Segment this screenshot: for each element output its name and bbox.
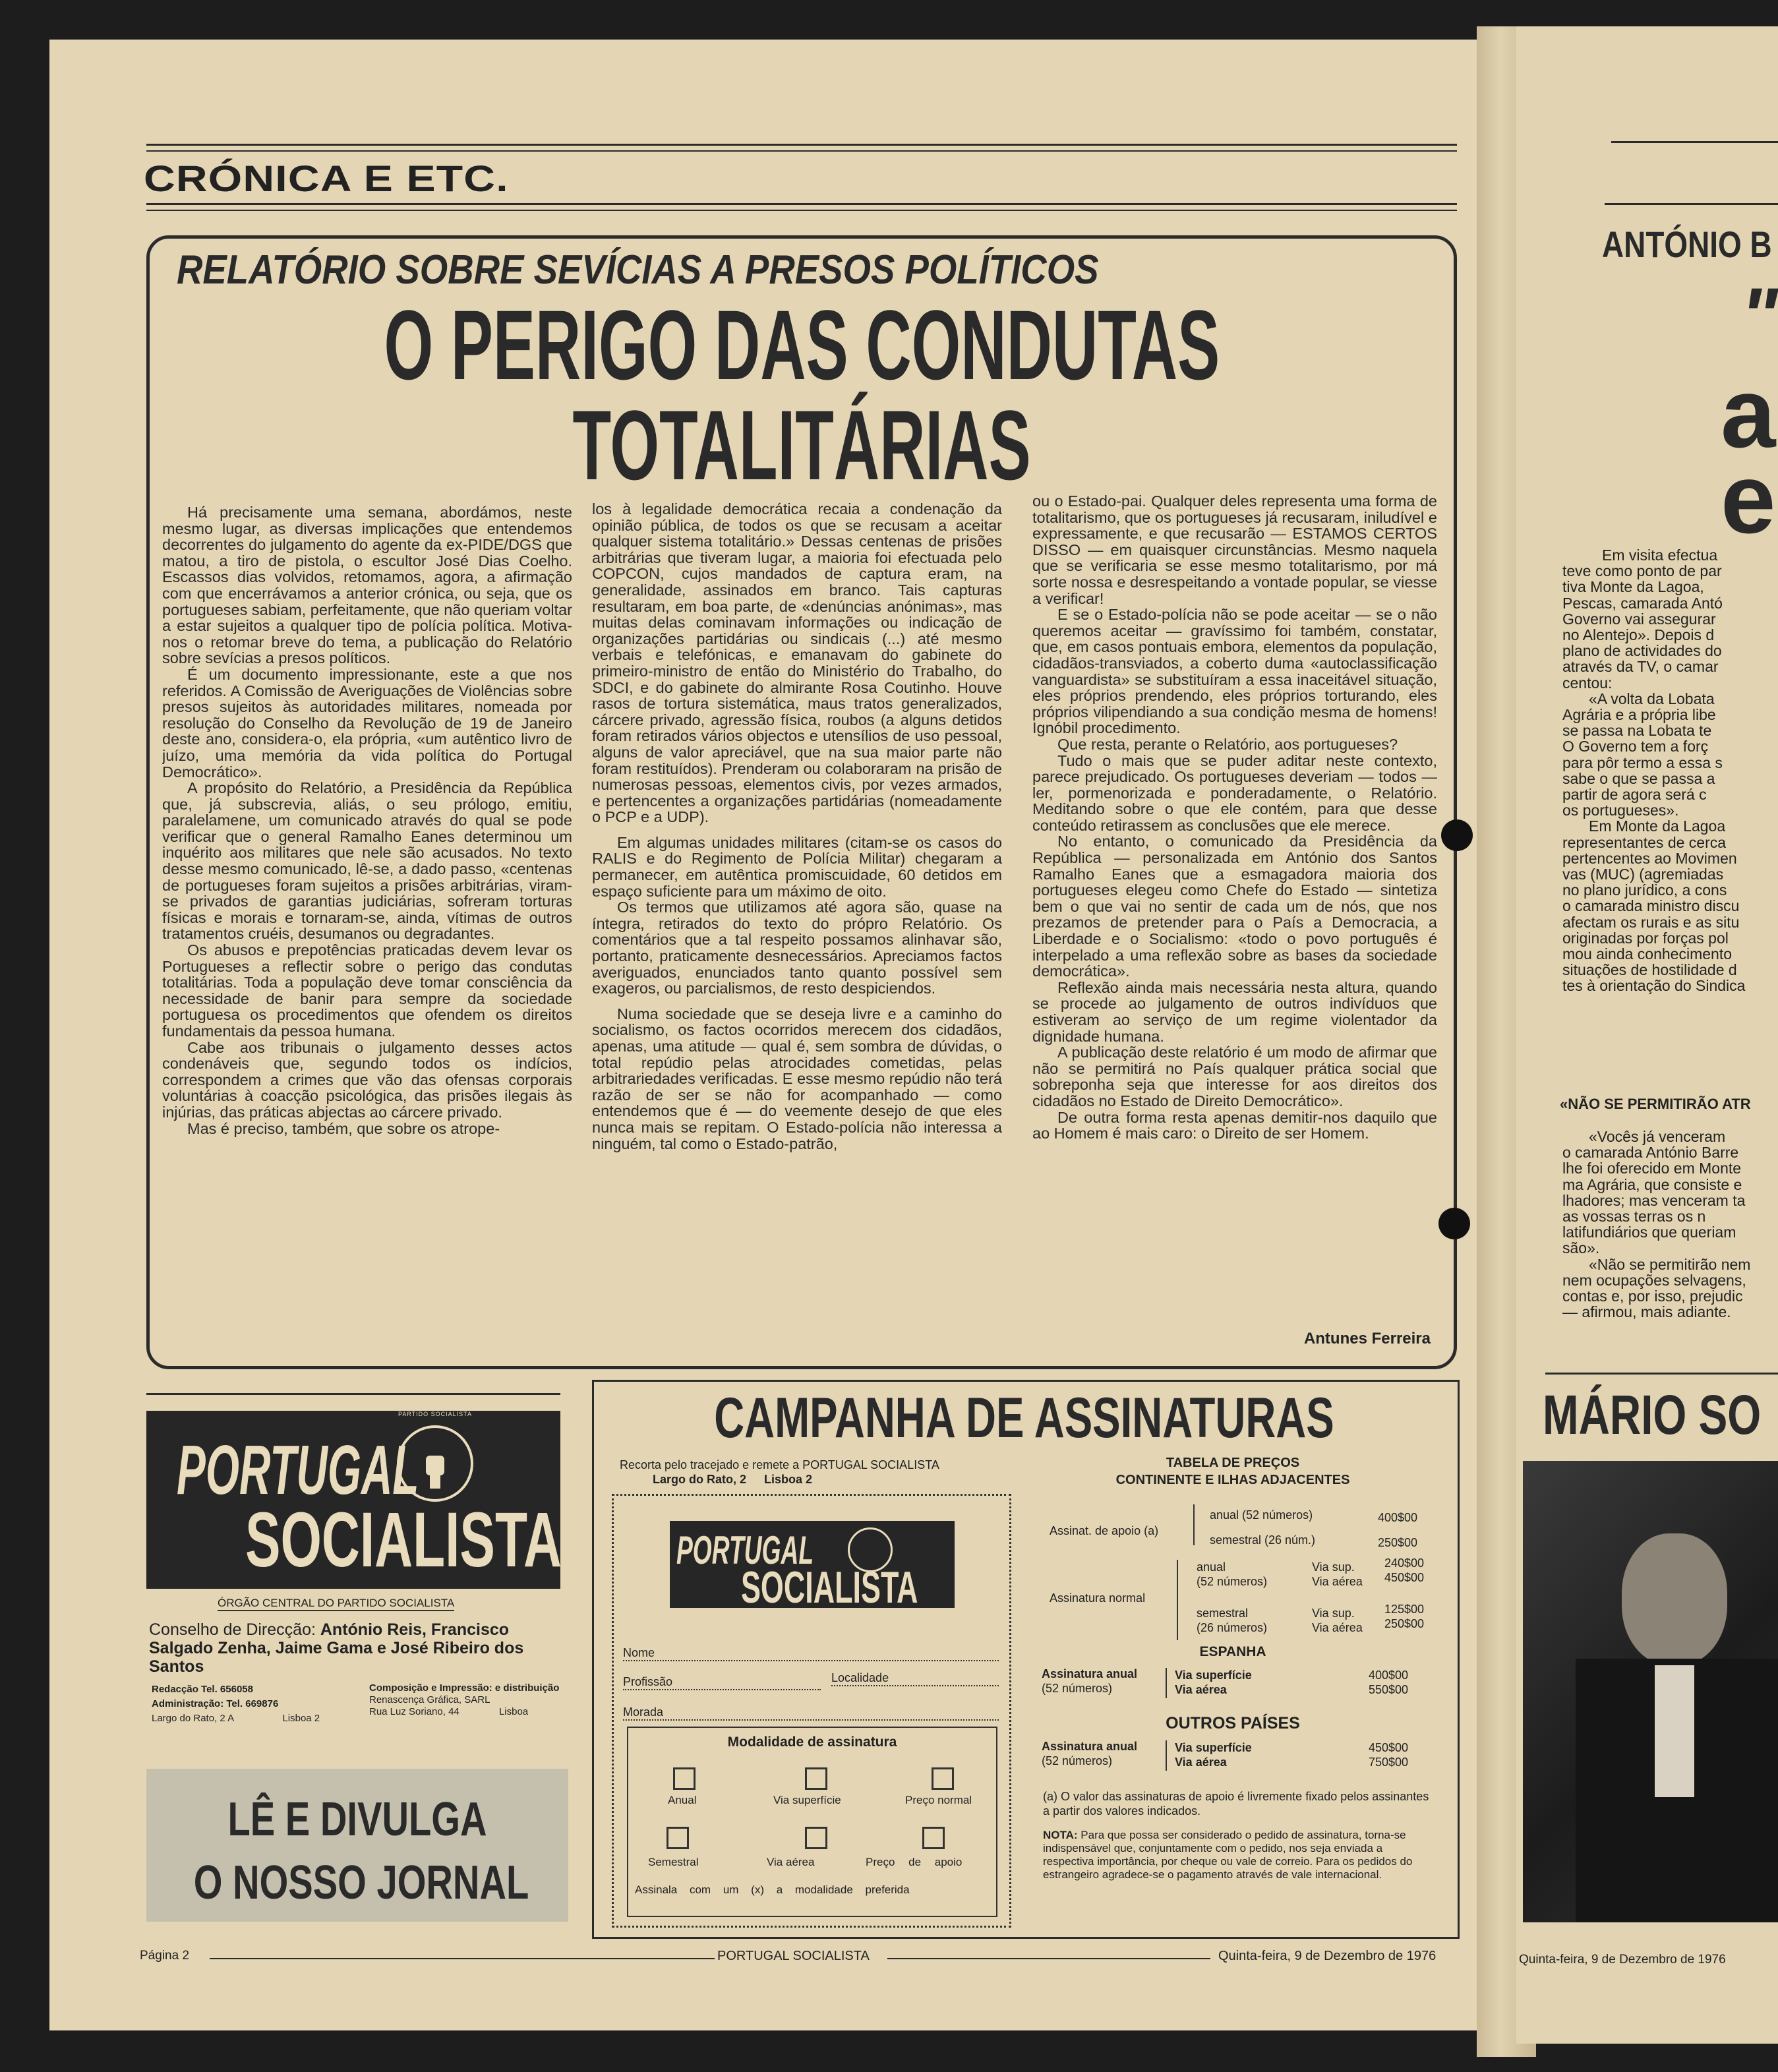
fist-icon [400, 1428, 471, 1499]
table-title: TABELA DE PREÇOS [1166, 1456, 1300, 1470]
footer-rule [887, 1958, 1210, 1959]
field-profissao[interactable] [623, 1675, 821, 1690]
right-line: mou ainda conhecimento [1562, 945, 1732, 963]
price-value: 400$00 [1378, 1511, 1418, 1524]
coupon-footer-note: Assinala com um (x) a modalidade preferida [635, 1883, 910, 1896]
paragraph: los à legalidade democrática recaia a condenação da opinião pública, de todos os que se recusam a aceitar qualquer sistema totalitário.» Dessas centenas de prisões arbitrárias que tiveram lugar, a maioria foi efectuada pelo COPCON, cujos mandados de captura eram, na generalidade, assinados em branco. Tais capturas resultaram, em boa parte, de «denúncias anónimas», mas muitas delas cominavam informações ou indicação de organizações partidárias ou sindicais (...) até mesmo verbais e telefónicas, e emanavam do gabinete do primeiro-ministro de então do Ministério do Trabalho, do SDCI, e do gabinete do almirante Rosa Coutinho. Houve rasos de tortura sistemática, maus tratos generalizados, cárcere privado, agressão física, roubos (a alguns detidos foram retirados vários objectos e utensílios de uso pessoal, alguns de valor apreciável, que na sua maior parte não foram restituídos). Prenderam ou colaboraram na prisão de numerosas pessoas, elementos civis, por vezes armados, e pertencentes a organizações partidárias (nomeadamente o PCP e a UDP). [592, 501, 1002, 826]
binder-hole [1441, 819, 1473, 851]
brace [1177, 1560, 1178, 1640]
spain-sub: (52 números) [1042, 1682, 1113, 1695]
right-big-e: e [1721, 443, 1776, 554]
right-line: sabe o que se passa a [1562, 769, 1715, 787]
price-desc: semestral (26 núm.) [1210, 1533, 1316, 1547]
via-label: Via aérea [1175, 1756, 1227, 1769]
footer-rule [210, 1958, 715, 1959]
price-table [1028, 1454, 1437, 1489]
price-value: 125$00 [1384, 1603, 1425, 1616]
right-line: — afirmou, mais adiante. [1562, 1303, 1731, 1320]
contacts-right [369, 1682, 560, 1718]
paragraph: Cabe aos tribunais o julgamento desses actos condenáveis que, segundo todos os indícios, correspondem a crimes que vão das ofensas corporais voluntárias à coacção psicológica, das prisões ilegais às injúrias, das práticas abjectas ao cárcere privado. [162, 1038, 572, 1121]
right-line: «Vocês já venceram [1589, 1129, 1726, 1145]
headline-line2-wrap [146, 390, 1457, 500]
footer-page: Página 2 [140, 1949, 190, 1963]
via-label: Via superfície [1175, 1741, 1252, 1754]
article-column-1 [162, 504, 572, 1348]
coupon-logo [670, 1521, 955, 1613]
mario-soares-photo [1523, 1461, 1778, 1922]
promo-line2: O NOSSO JORNAL [193, 1856, 529, 1909]
right-line: originadas por forças pol [1562, 929, 1729, 947]
right-line: no plano jurídico, a cons [1562, 881, 1727, 899]
photo-shirt [1655, 1665, 1694, 1797]
spain-prices [1369, 1668, 1408, 1697]
coupon-logo-line1: PORTUGAL [676, 1528, 814, 1572]
campaign-title-wrap [592, 1386, 1456, 1451]
price-value: 400$00 [1369, 1669, 1409, 1682]
checkbox-semestral[interactable] [667, 1827, 689, 1849]
brace [1193, 1504, 1195, 1545]
paragraph: Numa sociedade que se deseja livre e a caminho do socialismo, os factos ocorridos merecem dos cidadãos, apenas, uma atitude — qual é, sem sombra de dúvidas, o total repúdio pelas atrocidades cometidas, pelas arbitrariedades verificadas. E esse mesmo repúdio não terá razão de ser se não for acompanhado — como entendemos que é — do veemente desejo de que eles nunca mais se repitam. O Estado-polícia não interessa a ninguém, tal como o Estado-patrão, [592, 1005, 1002, 1152]
masthead-rule [146, 1393, 560, 1395]
right-line: situações de hostilidade d [1562, 961, 1737, 979]
note-a: (a) O valor das assinaturas de apoio é livremente fixado pelos assinantes a partir dos valores indicados. [1043, 1790, 1429, 1818]
right-rule [1605, 203, 1778, 205]
seal-text: PARTIDO SOCIALISTA [398, 1411, 473, 1417]
board-block [149, 1620, 564, 1676]
price-desc: anual (52 números) [1210, 1508, 1313, 1522]
coupon-seal-icon [848, 1527, 893, 1572]
paragraph: A publicação deste relatório é um modo de afirmar que não se permitirá no País qualquer prática social que sobreponha seja que interesse for aos direitos dos cidadãos no Estado de Direito Democrático». [1032, 1044, 1437, 1110]
right-line: tiva Monte da Lagoa, [1562, 578, 1704, 596]
nota-label: NOTA: [1043, 1829, 1078, 1841]
right-line: lhe foi oferecido em Monte [1562, 1160, 1742, 1177]
checkbox-via-aerea[interactable] [805, 1827, 827, 1849]
option-label: Preço normal [905, 1794, 972, 1806]
right-line: Governo vai assegurar [1562, 610, 1716, 628]
others-label [1042, 1739, 1137, 1768]
coupon [612, 1494, 1011, 1928]
right-column-2 [1562, 1129, 1778, 1320]
others-vias [1175, 1740, 1252, 1769]
promo-line1: LÊ E DIVULGA [227, 1793, 487, 1846]
paragraph: E se o Estado-polícia não se pode aceitar — se o não queremos aceitar — gravíssimo foi também, constatar, que, em casos pontuais embora, elementos da população, cidadãos-transviados, a coberto duma «autoclassificação vanguardista» se substituíram a essa inaceitável situação, eles próprios prendendo, eles próprios torturando, eles próprios vilipendiando a sua condição mesma de homens! Ignóbil procedimento. [1032, 606, 1437, 737]
via-label: Via superfície [1175, 1669, 1252, 1682]
nota-text: Para que possa ser considerado o pedido de assinatura, torna-se indispensável que, conjuntamente com o pedido, nos seja enviada a respectiva importância, por cheque ou vale de correio. Para os pedidos do estrangeiro agradece-se o pagamento através de vale internacional. [1043, 1829, 1413, 1881]
section-rule [146, 203, 1457, 205]
masthead-logo [146, 1411, 560, 1589]
right-line: «Não se permitirão nem [1589, 1255, 1751, 1273]
right-line: Agrária e a própria libe [1562, 706, 1716, 724]
normal-row-semestral [1197, 1606, 1267, 1635]
right-line: os portugueses». [1562, 802, 1679, 819]
article-author: Antunes Ferreira [1303, 1330, 1431, 1347]
board-label: Conselho de Direcção: [149, 1620, 316, 1639]
right-line: Pescas, camarada Antó [1562, 594, 1723, 612]
section-title: CRÓNICA E ETC. [144, 158, 509, 199]
normal-row-anual-vias [1312, 1560, 1363, 1589]
price-value: 450$00 [1369, 1741, 1409, 1754]
field-label: Profissão [623, 1675, 673, 1688]
promo-line1-wrap [146, 1792, 568, 1847]
paragraph: Os termos que utilizamos até agora são, quase na íntegra, retirados do texto do própro Relatório. Os comentários que a tal respeito possamos alinhavar são, portanto, praticamente desnecessários. Apreciamos factos averiguados, enunciados tanto quanto possível sem exageros, ou parcialismos, de resto despiciendos. [592, 899, 1002, 997]
others-sub: (52 números) [1042, 1754, 1113, 1767]
right-line: lhadores; mas venceram ta [1562, 1191, 1746, 1209]
normal-row-anual-prices [1384, 1556, 1424, 1585]
address-right [369, 1706, 560, 1718]
right-line: tes à orientação do Sindica [1562, 977, 1746, 994]
normal-row-semestral-prices [1384, 1602, 1424, 1631]
right-line: pertencentes ao Movimen [1562, 849, 1737, 867]
article-column-3 [1032, 493, 1437, 1337]
right-big-a: a [1721, 357, 1776, 468]
others-title: OUTROS PAÍSES [1166, 1714, 1300, 1732]
article-kicker: RELATÓRIO SOBRE SEVÍCIAS A PRESOS POLÍTICOS [177, 247, 1099, 293]
right-line: vas (MUC) (agremiadas [1562, 866, 1724, 883]
cut-address-street: Largo do Rato, 2 [653, 1473, 747, 1486]
modalidade-box [627, 1727, 997, 1917]
right-line: O Governo tem a forç [1562, 738, 1709, 755]
price-value: 450$00 [1384, 1571, 1425, 1584]
cut-address-city: Lisboa 2 [764, 1473, 813, 1486]
promo-line2-wrap [146, 1856, 568, 1910]
paragraph: Em algumas unidades militares (citam-se os casos do RALIS e do Regimento de Polícia Militar) chegaram a permanecer, em autêntica promiscuidade, 60 detidos em espaço suficiente para um máximo de oito. [592, 833, 1002, 900]
right-subhead: «NÃO SE PERMITIRÃO ATR [1560, 1096, 1751, 1112]
right-kicker: ANTÓNIO B [1602, 223, 1772, 265]
checkbox-preco-apoio[interactable] [922, 1827, 945, 1849]
right-line: nem ocupações selvagens, [1562, 1271, 1746, 1289]
right-line: «A volta da Lobata [1589, 690, 1715, 707]
paragraph: A propósito do Relatório, a Presidência da República que, já subscrevia, aliás, o seu prólogo, emitiu, paralelamene, um comunicado através do qual se pode verificar que o general Ramalho Eanes determinou um inquérito aos militares que nele são acusados. No texto desse mesmo comunicado, lê-se, a dado passo, «centenas de portugueses foram sujeitos a prisões arbitrárias, viram-se privados de garantias judiciárias, sofreram torturas físicas e morais e tornaram-se, ainda, vítimas de outros tratamentos cruéis, desumanos ou degradantes. [162, 779, 572, 943]
normal-row-anual [1197, 1560, 1267, 1589]
footer-paper: PORTUGAL SOCIALISTA [717, 1949, 870, 1963]
spain-label-text: Assinatura anual [1042, 1667, 1138, 1680]
paragraph: Os abusos e prepotências praticadas devem levar os Portugueses a reflectir sobre o perigo das condutas totalitárias. Toda a população deve tomar consciência da necessidade de banir para sempre da sociedade portuguesa os procedimentos que ofendem os direitos fundamentais da pessoa humana. [162, 941, 572, 1040]
right-rule [1545, 1373, 1778, 1375]
grafica: Renascença Gráfica, SARL [369, 1694, 490, 1705]
others-label-text: Assinatura anual [1042, 1740, 1138, 1753]
address-right-street: Rua Luz Soriano, 44 [369, 1706, 459, 1717]
brace [1166, 1668, 1167, 1698]
option-label: Via aérea [767, 1856, 815, 1868]
paragraph: No entanto, o comunicado da Presidência da República — personalizada em António dos Santos Ramalho Eanes que a esmagadora maioria dos portugueses elegeu como Chefe do Estado — sintetiza bem o que vai no sentir de cada um de nós, que nos prezamos de pretender para o País a Democracia, a Liberdade e o Socialismo: «todo o povo português é interpelado a uma reflexão sobre as bases da sociedade democrática». [1032, 833, 1437, 980]
price-value: 750$00 [1369, 1756, 1409, 1769]
spain-label [1042, 1667, 1137, 1696]
headline-line1-wrap [146, 289, 1457, 400]
right-line: representantes de cerca [1562, 833, 1727, 851]
fist-seal-icon [397, 1425, 473, 1502]
via-label: Via sup. [1312, 1560, 1355, 1574]
headline-line2: TOTALITÁRIAS [572, 390, 1031, 500]
field-label: Nome [623, 1646, 655, 1659]
article-column-2 [592, 501, 1002, 1351]
cut-address [653, 1473, 812, 1487]
right-line: o camarada ministro discu [1562, 897, 1740, 915]
address-left-street: Largo do Rato, 2 A [152, 1713, 234, 1724]
price-desc: semestral [1197, 1607, 1249, 1620]
right-line: se passa na Lobata te [1562, 722, 1712, 740]
via-label: Via aérea [1312, 1575, 1363, 1588]
option-label: Anual [668, 1794, 697, 1806]
price-sub: (52 números) [1197, 1575, 1268, 1588]
price-sub: (26 números) [1197, 1621, 1268, 1634]
option-label: Preço de apoio [866, 1856, 963, 1868]
paragraph: Que resta, perante o Relatório, aos portugueses? [1057, 735, 1398, 753]
right-line: Em Monte da Lagoa [1589, 817, 1726, 835]
normal-row-semestral-vias [1312, 1606, 1363, 1635]
right-line: partir de agora será c [1562, 786, 1707, 804]
right-line: Em visita efectua [1602, 547, 1718, 564]
right-line: ma Agrária, que consiste e [1562, 1175, 1742, 1193]
field-morada[interactable] [623, 1705, 999, 1721]
redaccao: Redacção Tel. 656058 [152, 1684, 253, 1695]
footer-date: Quinta-feira, 9 de Dezembro de 1976 [1218, 1949, 1437, 1963]
administracao: Administração: Tel. 669876 [152, 1698, 279, 1709]
option-label: Via superfície [773, 1794, 841, 1806]
right-footer-date: Quinta-feira, 9 de Dezembro de 1976 [1519, 1953, 1726, 1967]
price-desc: anual [1197, 1560, 1226, 1574]
right-line: são». [1562, 1239, 1600, 1257]
paragraph: De outra forma resta apenas demitir-nos daquilo que ao Homem é mais caro: o Direito de ser Homem. [1032, 1108, 1437, 1142]
binder-hole [1438, 1208, 1470, 1239]
right-line: o camarada António Barre [1562, 1144, 1739, 1162]
modalidade-title: Modalidade de assinatura [727, 1734, 897, 1750]
top-rule-thin [146, 150, 1457, 152]
right-line: as vossas terras os n [1562, 1208, 1706, 1226]
right-line: teve como ponto de par [1562, 562, 1722, 580]
apoio-label: Assinat. de apoio (a) [1050, 1524, 1159, 1537]
right-line: no Alentejo». Depois d [1562, 626, 1715, 644]
paragraph: Há precisamente uma semana, abordámos, neste mesmo lugar, as diversas implicações que entendemos decorrentes do julgamento do agente da ex-PIDE/DGS que matou, a tiro de pistola, o escultor José Dias Coelho. Escassos dias volvidos, retomamos, agora, a afirmação com que encerrávamos a anterior crónica, ou seja, que os portugueses sabiam, perfeitamente, que não queriam voltar a estar sujeitos a qualquer tipo de polícia política. Motiva-nos o retomar breve do tema, a publicação do Relatório sobre sevícias a presos políticos. [162, 504, 572, 667]
photo-face [1622, 1533, 1727, 1665]
price-value: 550$00 [1369, 1683, 1409, 1696]
via-label: Via sup. [1312, 1607, 1355, 1620]
checkbox-anual[interactable] [673, 1767, 696, 1790]
table-subtitle: CONTINENTE E ILHAS ADJACENTES [1115, 1473, 1350, 1487]
price-value: 250$00 [1384, 1617, 1425, 1630]
right-quote-mark: " [1740, 272, 1778, 360]
field-label: Morada [623, 1705, 664, 1719]
cut-text: Recorta pelo tracejado e remete a PORTUGAL SOCIALISTA [620, 1458, 939, 1471]
address-left-city: Lisboa 2 [282, 1713, 320, 1724]
address-left [152, 1711, 349, 1726]
paragraph: ou o Estado-pai. Qualquer deles representa uma forma de totalitarismo, que os portugueses já recusaram, iniludível e expressamente, e que recusarão — ESTAMOS CERTOS DISSO — em quaisquer circunstâncias. Mesmo naquela que se verificaria se esse mesmo totalitarismo, por má sorte nossa e desrespeitando a vontade popular, se viesse a verificar! [1032, 493, 1437, 607]
right-column [1562, 547, 1778, 994]
others-prices [1369, 1740, 1408, 1769]
right-line: através da TV, o camar [1562, 658, 1719, 676]
right-headline2: MÁRIO SO [1543, 1384, 1762, 1446]
field-nome[interactable] [623, 1646, 999, 1661]
checkbox-preco-normal[interactable] [932, 1767, 954, 1790]
address-right-city: Lisboa [498, 1706, 529, 1717]
composicao: Composição e Impressão: e distribuição [369, 1682, 560, 1694]
brace [1166, 1740, 1167, 1771]
price-value: 250$00 [1378, 1536, 1418, 1549]
nota [1043, 1829, 1432, 1881]
via-label: Via aérea [1175, 1683, 1227, 1696]
checkbox-via-superficie[interactable] [805, 1767, 827, 1790]
section-rule-thin [146, 210, 1457, 211]
normal-label: Assinatura normal [1050, 1591, 1146, 1605]
right-line: centou: [1562, 674, 1613, 692]
paragraph: Reflexão ainda mais necessária nesta altura, quando se procede ao julgamento de outros indivíduos que estiveram ao serviço de um regime violentador da dignidade humana. [1032, 978, 1437, 1045]
board-names: António Reis, Francisco Salgado Zenha, Jaime Gama e José Ribeiro dos Santos [149, 1620, 524, 1676]
headline-line1: O PERIGO DAS CONDUTAS [384, 289, 1220, 400]
field-localidade[interactable] [831, 1671, 999, 1686]
promo-box [146, 1769, 568, 1922]
right-line: plano de actividades do [1562, 642, 1722, 660]
logo-line2: SOCIALISTA [245, 1496, 562, 1584]
paragraph: Tudo o mais que se puder aditar neste contexto, parece prejudicado. Os portugueses deveriam — todos — ler, pormenorizada e ponderadamente, o Relatório. Meditando sobre o que ele contém, para que desse conteúdo retirassem as conclusões que ele merece. [1032, 752, 1437, 834]
paragraph: É um documento impressionante, este a que nos referidos. A Comissão de Averiguações de Violências sobre presos sujeitos às autoridades militares, nomeada por resolução do Conselho da Revolução de 19 de Janeiro deste ano, considera-o, ela própria, «um autêntico livro de juízo, uma memória da vida política do Portugal Democrático». [162, 665, 572, 781]
option-label: Semestral [648, 1856, 699, 1868]
right-line: contas e, por isso, prejudic [1562, 1288, 1743, 1305]
masthead-organ: ÓRGÃO CENTRAL DO PARTIDO SOCIALISTA [218, 1597, 454, 1611]
price-value: 240$00 [1384, 1556, 1425, 1570]
logo-line1: PORTUGAL [177, 1431, 419, 1509]
right-line: para pôr termo a essa s [1562, 754, 1723, 771]
field-label: Localidade [831, 1671, 889, 1684]
right-line: afectam os rurais e as situ [1562, 913, 1740, 931]
paragraph: Mas é preciso, também, que sobre os atrope- [187, 1119, 500, 1137]
spain-vias [1175, 1668, 1252, 1697]
contacts-left [152, 1682, 349, 1726]
right-rule [1611, 141, 1778, 143]
via-label: Via aérea [1312, 1621, 1363, 1634]
coupon-logo-line2: SOCIALISTA [741, 1562, 918, 1613]
right-line: latifundiários que queriam [1562, 1224, 1736, 1241]
top-rule [146, 144, 1457, 146]
spain-title: ESPANHA [1199, 1644, 1266, 1659]
campaign-title: CAMPANHA DE ASSINATURAS [713, 1386, 1334, 1450]
